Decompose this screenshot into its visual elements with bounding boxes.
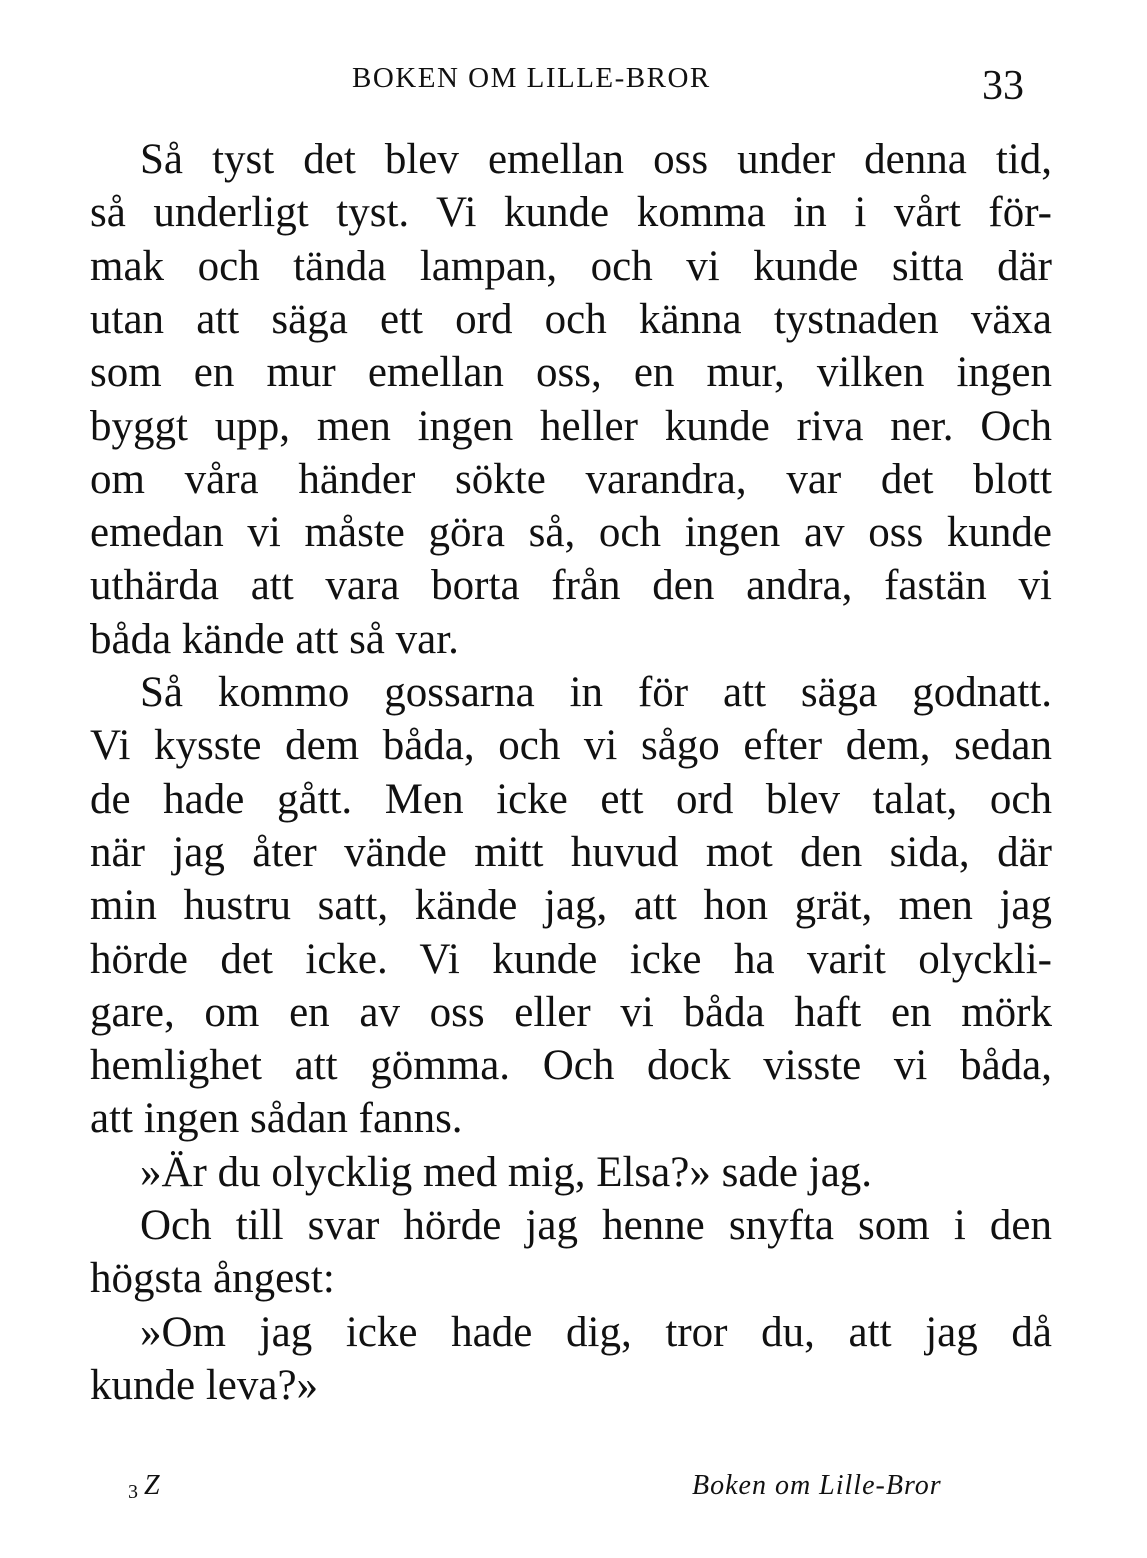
text-line: »Om jag icke hade dig, tror du, att jag då <box>140 1308 1052 1356</box>
text-line: så underligt tyst. Vi kunde komma in i vårt för- <box>90 189 1052 237</box>
text-line: Så tyst det blev emellan oss under denna tid, <box>140 136 1052 183</box>
text-line: att ingen sådan fanns. <box>90 1095 463 1143</box>
text-line: Vi kysste dem båda, och vi sågo efter dem, sedan <box>90 722 1052 770</box>
text-line: »Är du olycklig med mig, Elsa?» sade jag. <box>140 1148 873 1196</box>
signature-mark <box>128 1470 160 1504</box>
text-line: när jag åter vände mitt huvud mot den sida, där <box>90 828 1052 876</box>
text-line: de hade gått. Men icke ett ord blev talat, och <box>90 775 1052 823</box>
signature-letter: Z <box>144 1470 160 1501</box>
text-line: Så kommo gossarna in för att säga godnatt. <box>140 669 1052 716</box>
text-line: uthärda att vara borta från den andra, fastän vi <box>90 562 1052 610</box>
text-line: hemlighet att gömma. Och dock visste vi båda, <box>90 1042 1052 1090</box>
text-line: båda kände att så var. <box>90 615 459 663</box>
text-line: utan att säga ett ord och känna tystnaden växa <box>90 295 1052 343</box>
text-line: kunde leva?» <box>90 1361 319 1409</box>
text-line: om våra händer sökte varandra, var det blott <box>90 455 1052 503</box>
signature-number: 3 <box>128 1481 138 1503</box>
text-line: byggt upp, men ingen heller kunde riva ner. Och <box>90 402 1052 450</box>
page-number: 33 <box>982 63 1024 109</box>
text-line: hörde det icke. Vi kunde icke ha varit olyckli- <box>90 935 1052 983</box>
text-line: högsta ångest: <box>90 1255 335 1303</box>
text-line: gare, om en av oss eller vi båda haft en mörk <box>90 988 1052 1036</box>
text-line: Och till svar hörde jag henne snyfta som i den <box>140 1202 1052 1249</box>
text-line: som en mur emellan oss, en mur, vilken ingen <box>90 349 1052 397</box>
footer-short-title: Boken om Lille-Bror <box>692 1470 942 1501</box>
text-line: mak och tända lampan, och vi kunde sitta där <box>90 242 1052 290</box>
text-line: min hustru satt, kände jag, att hon grät, men jag <box>90 882 1052 930</box>
text-line: emedan vi måste göra så, och ingen av oss kunde <box>90 509 1052 557</box>
running-header: BOKEN OM LILLE-BROR <box>352 62 711 94</box>
